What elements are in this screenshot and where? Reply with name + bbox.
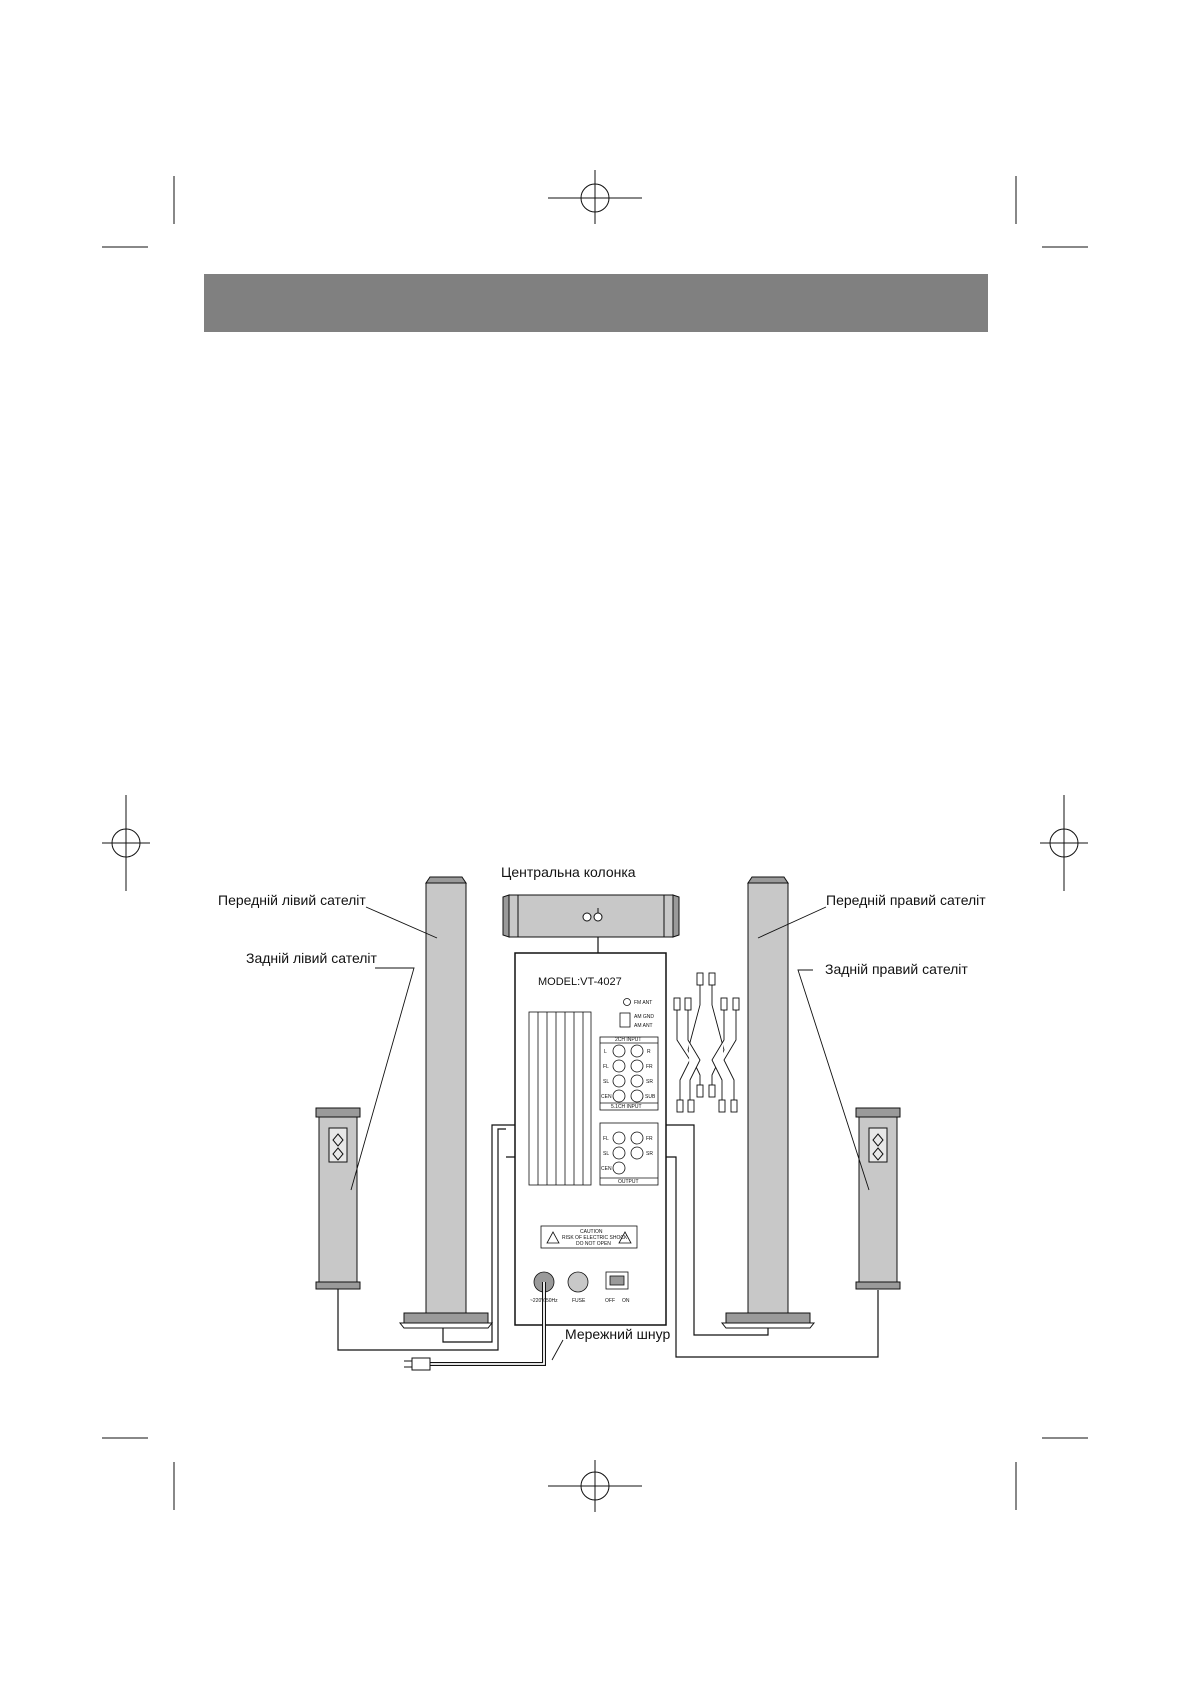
registration-mark-bottom [548,1460,642,1512]
on-label: ON [622,1298,630,1304]
registration-mark-right [1040,795,1088,891]
rca-cables [674,973,739,1112]
in-fr-label: FR [646,1064,653,1070]
out-fr-label: FR [646,1136,653,1142]
in-cen-label: CEN [601,1094,612,1100]
in-fl-label: FL [603,1064,609,1070]
caution-line-3: DO NOT OPEN [576,1241,611,1247]
fm-ant-label: FM ANT [634,1000,653,1006]
label-power-cord: Мережний шнур [565,1326,671,1342]
out-sl-label: SL [603,1151,610,1157]
label-center-speaker: Центральна колонка [501,864,636,880]
in-sl-label: SL [603,1079,610,1085]
rear-left-speaker [316,1108,360,1289]
rear-right-speaker [856,1108,900,1289]
label-rear-right: Задній правий сателіт [825,961,968,977]
am-ant-label: AM ANT [634,1023,653,1029]
center-speaker [503,895,679,937]
registration-mark-left [102,795,150,891]
caution-line-2: RISK OF ELECTRIC SHOCK [562,1235,628,1241]
out-sr-label: SR [646,1151,653,1157]
registration-mark-top [548,170,642,224]
fuse-label: FUSE [572,1298,586,1304]
subwoofer-back-panel [515,953,666,1325]
front-left-speaker [400,877,492,1328]
in-r-label: R [647,1049,651,1055]
model-label: MODEL:VT-4027 [538,976,622,988]
caution-line-1: CAUTION [580,1229,603,1235]
in-sr-label: SR [646,1079,653,1085]
in-l-label: L [604,1049,607,1055]
voltage-label: ~220V/50Hz [530,1298,558,1304]
label-front-right: Передній правий сателіт [826,892,986,908]
output-label: OUTPUT [618,1179,639,1185]
am-gnd-label: AM GND [634,1014,654,1020]
heatsink [529,1012,591,1185]
in-sub-label: SUB [645,1094,656,1100]
label-rear-left: Задній лівий сателіт [246,950,377,966]
input-2ch-label: 2CH INPUT [615,1037,642,1043]
label-front-left: Передній лівий сателіт [218,892,366,908]
out-fl-label: FL [603,1136,609,1142]
input-51-label: 5.1CH INPUT [611,1104,642,1110]
out-cen-label: CEN [601,1166,612,1172]
off-label: OFF [605,1298,615,1304]
